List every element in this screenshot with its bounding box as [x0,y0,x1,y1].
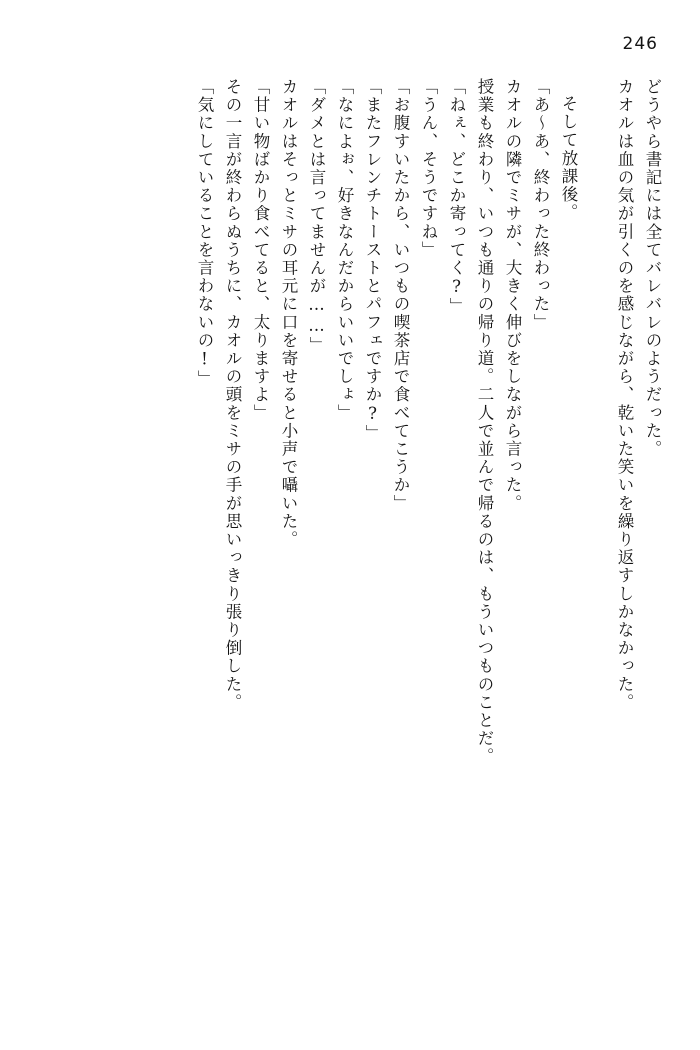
text-column: そして放課後。 [559,95,578,222]
text-column: 「気にしていることを言わないの!」 [195,78,214,389]
text-column: 「なによぉ、好きなんだからいいでしょ」 [335,78,354,422]
text-column [576,78,604,996]
text-column: カオルの隣でミサが、大きく伸びをしながら言った。 [503,78,522,513]
text-column: その一言が終わらぬうちに、カオルの頭をミサの手が思いっきり張り倒した。 [223,78,242,712]
text-column: どうやら書記には全てバレバレのようだった。 [643,78,662,459]
text-column: 「甘い物ばかり食べてると、太りますよ」 [251,78,270,422]
text-column: カオルは血の気が引くのを感じながら、乾いた笑いを繰り返すしかなかった。 [615,78,634,712]
text-column: 「あ～あ、終わった終わった」 [531,78,550,332]
text-column: 「うん、そうですね」 [419,78,438,259]
text-column: 「ねぇ、どこか寄ってく?」 [447,78,466,316]
text-column: 「ダメとは言ってませんが……」 [307,78,326,355]
text-column: カオルはそっとミサの耳元に口を寄せると小声で囁いた。 [279,78,298,549]
text-column: 「お腹すいたから、いつもの喫茶店で食べてこうか」 [391,78,410,513]
page-number: 246 [622,34,658,54]
text-column: 「またフレンチトーストとパフェですか?」 [363,78,382,443]
text-column: 授業も終わり、いつも通りの帰り道。二人で並んで帰るのは、もういつものことだ。 [475,78,494,766]
body-text-columns [58,78,660,996]
